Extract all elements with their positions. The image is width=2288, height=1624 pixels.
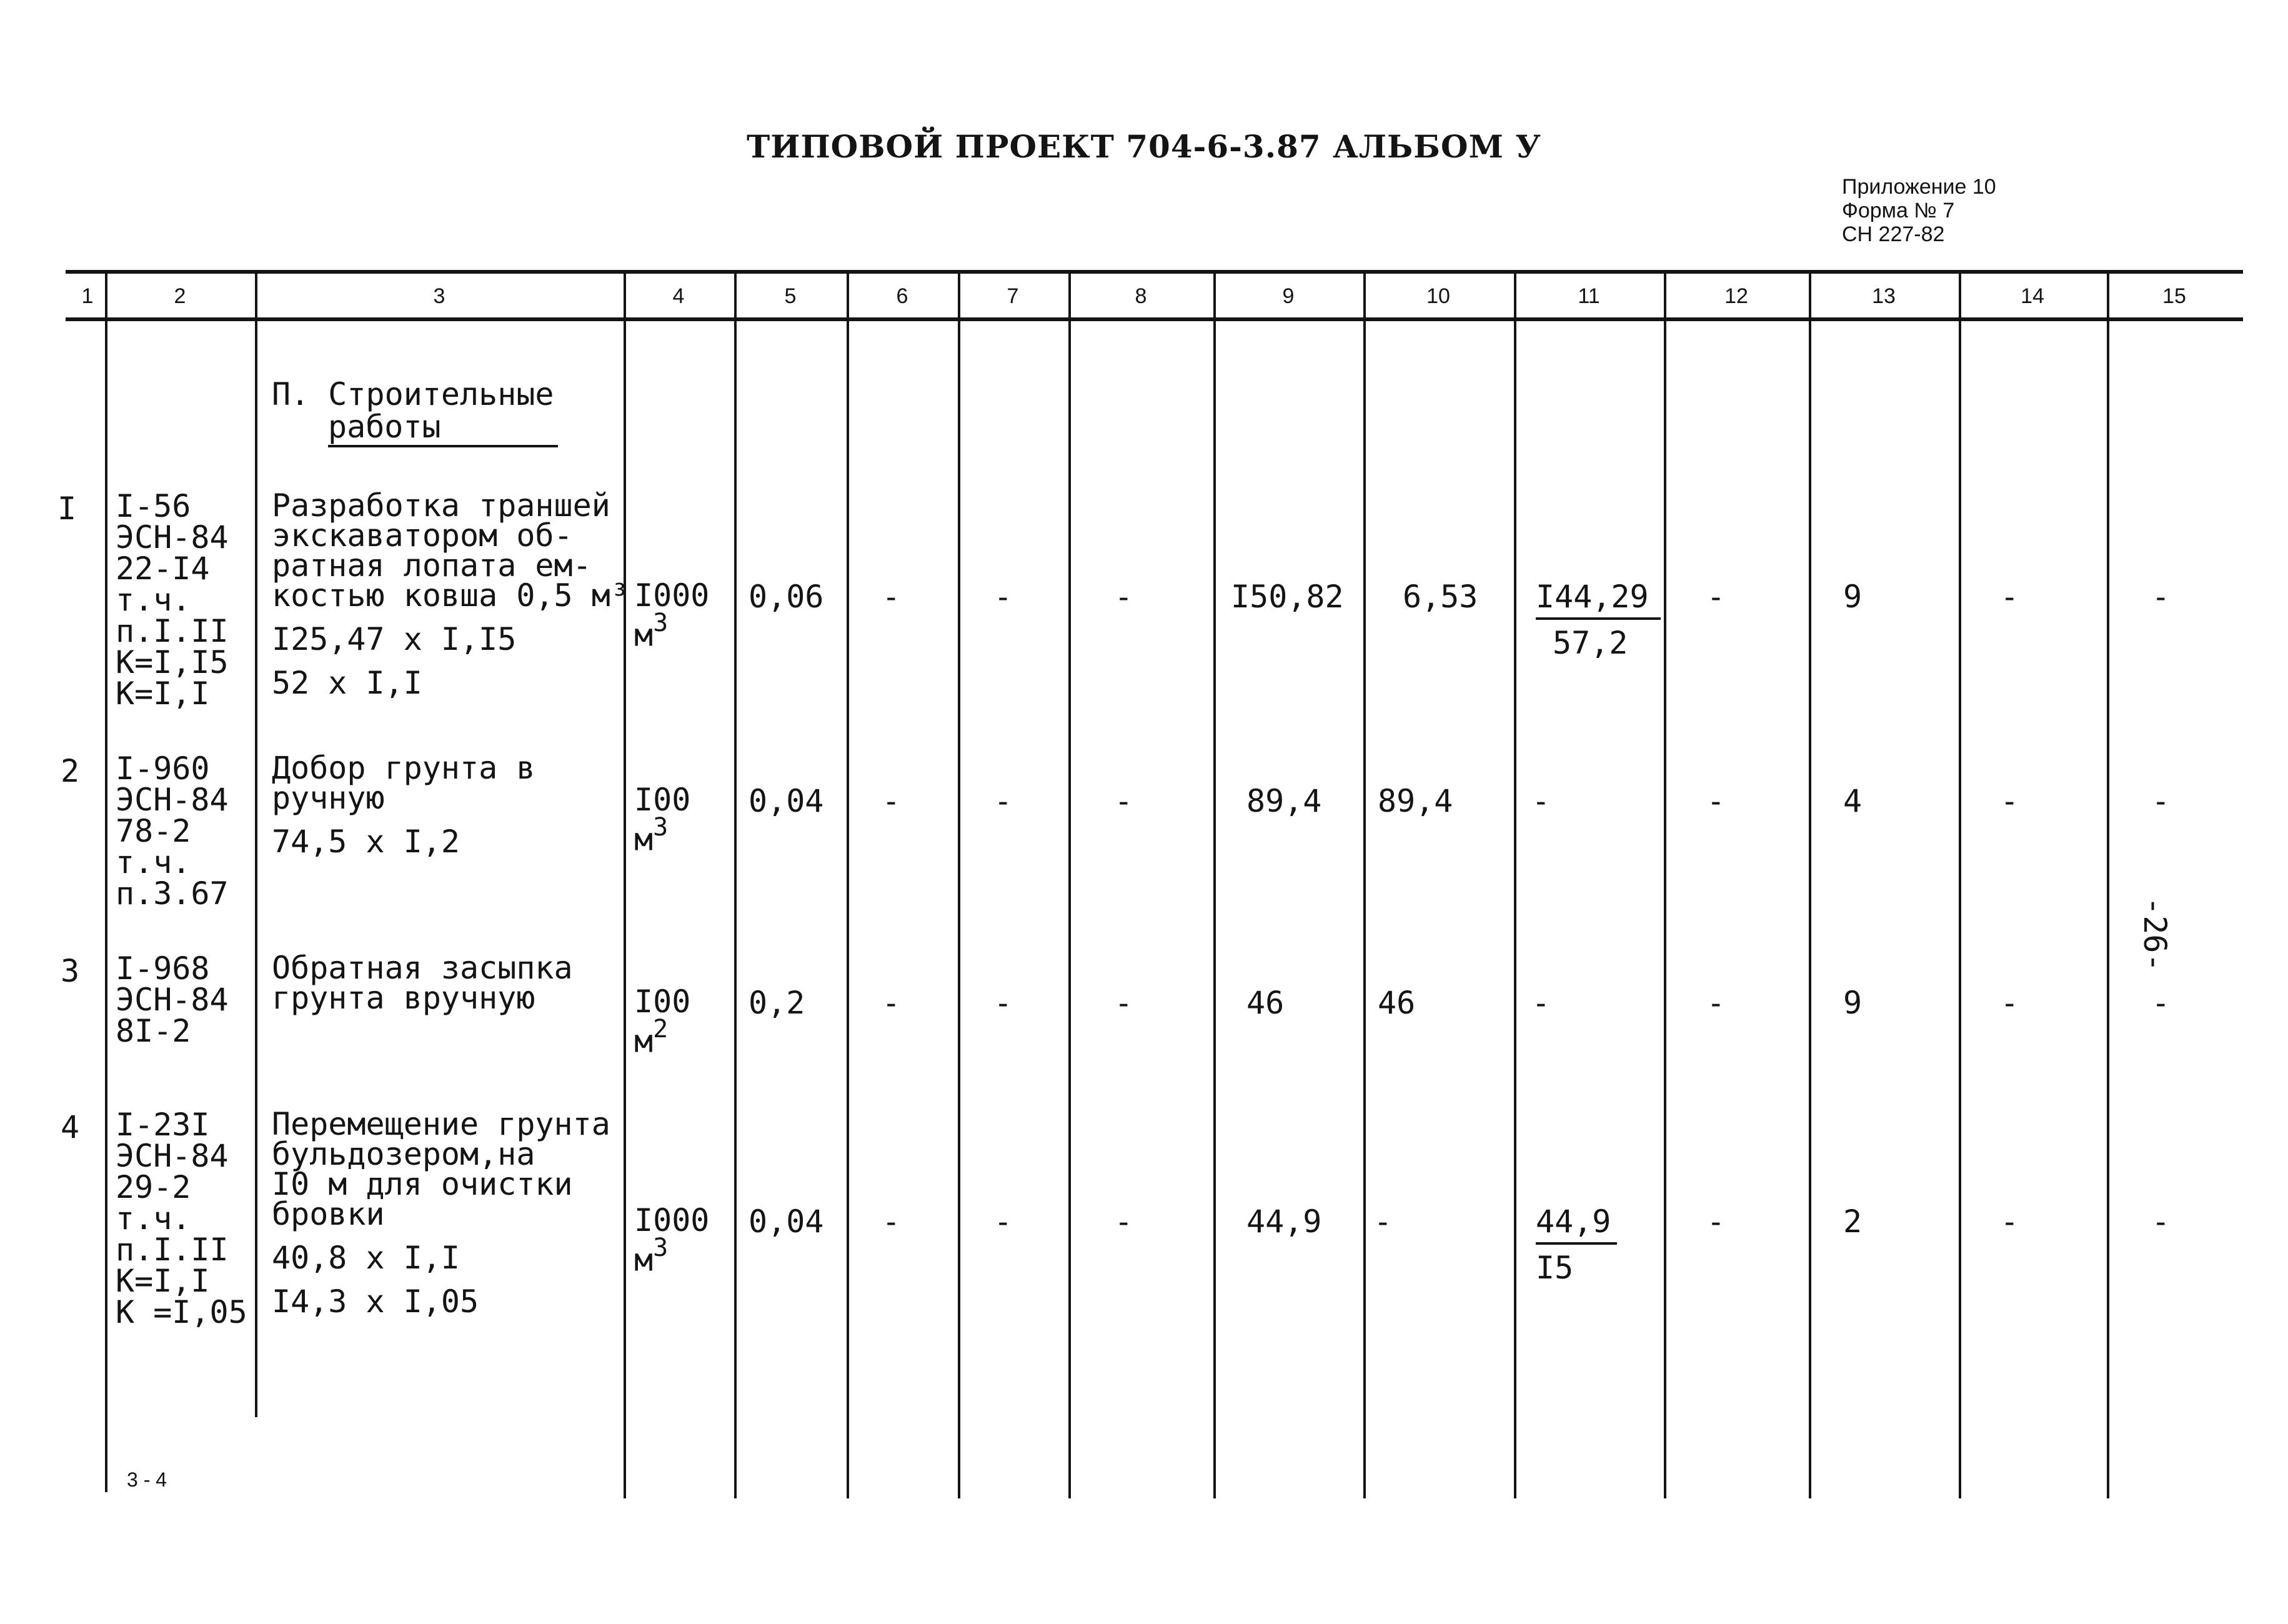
- code-line: т.ч.: [116, 582, 191, 618]
- description-line: Разработка траншей: [272, 487, 610, 524]
- column-divider: [1068, 274, 1071, 1498]
- cell-value: I50,82: [1231, 579, 1344, 615]
- column-number: 6: [896, 284, 908, 308]
- description-line: костью ковша 0,5 м³: [272, 577, 629, 614]
- cell-value: -: [998, 985, 1008, 1020]
- column-divider: [958, 274, 960, 1498]
- cell-value: -: [998, 1204, 1008, 1239]
- cell-value: -: [1536, 985, 1546, 1020]
- fraction-numerator: 44,9: [1536, 1203, 1611, 1240]
- cell-value: -: [1711, 784, 1721, 819]
- norm-code: [116, 950, 229, 1049]
- column-number: 4: [672, 284, 685, 308]
- code-line: К=I,I: [116, 1263, 210, 1299]
- fraction-bar: [1536, 617, 1661, 620]
- code-line: п.3.67: [116, 875, 229, 912]
- cell-value: -: [1711, 579, 1721, 614]
- cell-value: -: [886, 784, 897, 819]
- column-divider: [847, 274, 849, 1498]
- cell-value: 9: [1843, 985, 1863, 1021]
- row-number: 4: [61, 1109, 80, 1145]
- column-number: 7: [1007, 284, 1019, 308]
- row-number: I: [57, 491, 77, 527]
- column-number: 2: [174, 284, 186, 308]
- page-number: -26-: [2137, 897, 2173, 972]
- column-number: 15: [2162, 284, 2186, 308]
- cell-value: -: [1536, 784, 1546, 819]
- cell-value: 46: [1378, 985, 1416, 1021]
- work-description: [272, 750, 535, 860]
- calculation-line: I25,47 х I,I5: [272, 621, 517, 657]
- column-number: 12: [1724, 284, 1748, 308]
- norm-code: [116, 1109, 247, 1328]
- code-line: К=I,I: [116, 675, 210, 712]
- code-line: К=I,I5: [116, 644, 229, 680]
- cell-value: -: [998, 784, 1008, 819]
- measure-unit: [634, 577, 710, 654]
- fraction-bar: [1536, 1242, 1617, 1245]
- row-number: 2: [61, 753, 80, 789]
- column-divider: [1809, 274, 1811, 1498]
- unit-symbol: $м^3$: [634, 1233, 669, 1278]
- description-line: экскаватором об-: [272, 517, 573, 554]
- fraction-numerator: I44,29: [1536, 579, 1649, 615]
- calculation-line: 52 х I,I: [272, 665, 422, 701]
- cell-value: -: [2156, 579, 2166, 614]
- code-line: I-56: [116, 488, 191, 524]
- cell-value: 0,04: [749, 1203, 824, 1240]
- header-bottom-border: [66, 317, 2243, 321]
- cell-value: 4: [1843, 783, 1863, 819]
- cell-value: -: [886, 1204, 897, 1239]
- code-line: т.ч.: [116, 1200, 191, 1237]
- code-line: 8I-2: [116, 1013, 191, 1049]
- unit-quantity: I000: [634, 1202, 710, 1238]
- cell-value: -: [2156, 985, 2166, 1020]
- column-number: 3: [433, 284, 445, 308]
- description-line: ратная лопата ем-: [272, 547, 592, 584]
- cell-value: 46: [1246, 985, 1285, 1021]
- norm-code: [116, 750, 229, 912]
- cell-value: -: [2004, 985, 2015, 1020]
- cell-value: 2: [1843, 1203, 1863, 1240]
- cell-value: -: [886, 985, 897, 1020]
- cell-value: 89,4: [1246, 783, 1322, 819]
- fraction-denominator: I5: [1536, 1250, 1574, 1286]
- description-line: Перемещение грунта: [272, 1106, 610, 1142]
- unit-quantity: I000: [634, 577, 710, 614]
- column-number: 9: [1282, 284, 1295, 308]
- table-top-border: [66, 270, 2243, 274]
- unit-symbol: $м^3$: [634, 609, 669, 654]
- column-divider: [1213, 274, 1216, 1498]
- column-divider: [105, 274, 107, 1492]
- description-line: бровки: [272, 1196, 385, 1232]
- measure-unit: [634, 782, 691, 858]
- unit-quantity: I00: [634, 984, 691, 1020]
- cell-value: 0,06: [749, 579, 824, 615]
- section-heading: [272, 378, 554, 443]
- cell-value: -: [2004, 1204, 2015, 1239]
- column-number: 11: [1578, 284, 1600, 308]
- cell-value: 0,2: [749, 985, 805, 1021]
- description-line: I0 м для очистки: [272, 1166, 573, 1202]
- cell-value: -: [1711, 1204, 1721, 1239]
- column-number: 8: [1135, 284, 1147, 308]
- code-line: т.ч.: [116, 844, 191, 880]
- description-line: ручную: [272, 780, 385, 816]
- work-description: [272, 1106, 610, 1320]
- calculation-line: 40,8 х I,I: [272, 1240, 460, 1276]
- column-divider: [1363, 274, 1366, 1498]
- fraction-denominator: 57,2: [1553, 625, 1628, 661]
- column-number: 5: [784, 284, 797, 308]
- code-line: ЭСН-84: [116, 1138, 229, 1174]
- cell-value: -: [886, 579, 897, 614]
- cell-value: -: [2004, 579, 2015, 614]
- code-line: I-23I: [116, 1107, 210, 1143]
- section-heading-line: работы: [328, 409, 441, 445]
- code-line: 78-2: [116, 813, 191, 849]
- cell-value: -: [1118, 784, 1129, 819]
- column-number: 13: [1872, 284, 1896, 308]
- appendix-label: Приложение 10: [1842, 175, 1996, 199]
- calculation-line: 74,5 х I,2: [272, 824, 460, 860]
- code-line: п.I.II: [116, 1232, 229, 1268]
- column-divider: [734, 274, 737, 1498]
- code-line: 29-2: [116, 1169, 191, 1205]
- footer-note: 3 - 4: [127, 1468, 167, 1491]
- cell-value: -: [2156, 784, 2166, 819]
- column-number: 10: [1426, 284, 1450, 308]
- description-line: грунта вручную: [272, 980, 535, 1016]
- cell-value: -: [1711, 985, 1721, 1020]
- norm-label: СН 227-82: [1842, 222, 1945, 246]
- code-line: ЭСН-84: [116, 982, 229, 1018]
- column-divider: [2107, 274, 2109, 1498]
- calculation-line: I4,3 х I,05: [272, 1283, 479, 1320]
- unit-symbol: $м^2$: [634, 1015, 669, 1060]
- code-line: п.I.II: [116, 613, 229, 649]
- description-line: Добор грунта в: [272, 750, 535, 786]
- measure-unit: [634, 984, 691, 1060]
- cell-value: -: [1118, 1204, 1129, 1239]
- column-number: 14: [2021, 284, 2044, 308]
- form-label: Форма № 7: [1842, 199, 1955, 222]
- cell-value: -: [1378, 1204, 1388, 1239]
- form-stamp: [1842, 175, 1996, 246]
- code-line: I-960: [116, 750, 210, 787]
- code-line: I-968: [116, 950, 210, 987]
- cell-value: -: [1118, 579, 1129, 614]
- description-line: Обратная засыпка: [272, 950, 573, 986]
- cell-value: -: [2156, 1204, 2166, 1239]
- cell-value: 9: [1843, 579, 1863, 615]
- measure-unit: [634, 1202, 710, 1278]
- cell-value: 89,4: [1378, 783, 1453, 819]
- description-line: бульдозером,на: [272, 1136, 535, 1172]
- work-description: [272, 487, 629, 701]
- work-description: [272, 950, 573, 1016]
- column-number: 1: [81, 284, 94, 308]
- unit-quantity: I00: [634, 782, 691, 818]
- unit-symbol: $м^3$: [634, 813, 669, 858]
- code-line: К =I,05: [116, 1294, 247, 1330]
- code-line: 22-I4: [116, 550, 210, 587]
- column-divider: [1959, 274, 1961, 1498]
- cell-value: -: [998, 579, 1008, 614]
- cell-value: 0,04: [749, 783, 824, 819]
- code-line: ЭСН-84: [116, 782, 229, 818]
- column-divider: [624, 274, 626, 1498]
- cell-value: 44,9: [1246, 1203, 1322, 1240]
- section-underline: [328, 445, 558, 447]
- column-divider: [1514, 274, 1516, 1498]
- column-divider: [1664, 274, 1666, 1498]
- cell-value: -: [1118, 985, 1129, 1020]
- cell-value: 6,53: [1403, 579, 1478, 615]
- section-heading-line: П. Строительные: [272, 376, 554, 412]
- column-divider: [255, 274, 257, 1417]
- code-line: ЭСН-84: [116, 519, 229, 555]
- cell-value: -: [2004, 784, 2015, 819]
- document-title: ТИПОВОЙ ПРОЕКТ 704-6-3.87 АЛЬБОМ У: [747, 128, 1541, 165]
- norm-code: [116, 488, 229, 712]
- row-number: 3: [61, 953, 80, 989]
